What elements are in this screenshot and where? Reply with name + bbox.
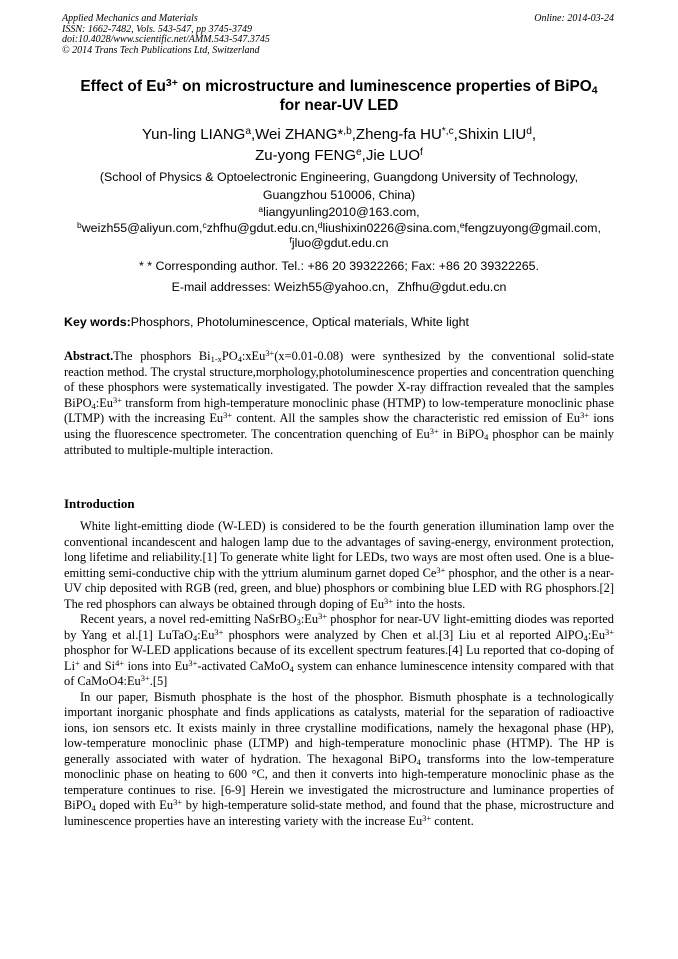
paper-title — [40, 77, 638, 115]
title-line-2: for near-UV LED — [279, 97, 399, 114]
doi-line: doi:10.4028/www.scientific.net/AMM.543-547.3745 — [62, 34, 270, 45]
affiliation — [40, 169, 638, 204]
authors-line-1: Yun-ling LIANG$^a$,Wei ZHANG*$^{,b}$,Zheng-fa $HU^{*,c},Shixin$ LIU$^d$, — [141, 125, 537, 143]
authors-line-2: Zu-yong FENG$^e$,Jie LUO$^f$ — [255, 146, 423, 164]
intro-paragraph-2: Recent years, a novel red-emitting $NaSrBO_3:Eu^{3+}$ phosphor for near-UV light-emitting diodes was reported by Yang et al.[1] $LuTaO_4:Eu^{3+}$ phosphors were analyzed by Chen et al.[3] Liu et al reported $AlPO_4:Eu^{3+}$ phosphor for W-LED applications because of its excellent spectrum features.[4] Lu reported that co-doping of Li+ and $Si^{4+}$ ions into $Eu^{3+}$-activated CaMoO$_4$ system can enhance luminescence intensity compared with that of $CaMoO4:Eu^{3+}.[5]$ — [64, 610, 614, 688]
abstract-label: Abstract. — [64, 349, 114, 363]
intro-paragraph-3: In our paper, Bismuth phosphate is the host of the phosphor. Bismuth phosphate is a technologically important inorganic phosphate and finds applications as catalysts, material for the separation of radioactive ions, ion sensors etc. It exists mainly in three crystalline modifications, namely the hexagonal phase (HP), low-temperature monoclinic phase (LTMP) and high-temperature monoclinic phase (HTMP). The HP is generally associated with water of hydration. The hexagonal BiPO$_4$ transforms into the low-temperature monoclinic phase on heating to 600 °C, and then it converts into high-temperature monoclinic phase as the temperature continues to rise. [6-9] Herein we investigated the microstructure and luminance properties of BiPO$_4$ doped with $Eu^{3+}$ by high-temperature solid-state method, and found that the phase, microstructure and luminescence properties have an interesting variety with the increase $Eu^{3+}$ content. — [64, 689, 614, 828]
introduction-body — [64, 519, 614, 829]
online-date: Online: 2014-03-24 — [534, 13, 614, 24]
title-line-1: Effect of $Eu^{3+}$ on microstructure and luminescence properties of BiPO$_4$ — [80, 77, 598, 97]
email-line-3: $^f$jluo@gdut.edu.cn — [289, 234, 389, 250]
journal-header — [62, 14, 614, 56]
intro-paragraph-1: White light-emitting diode (W-LED) is considered to be the fourth generation illumination lamp over the conventional incandescent and halogen lamp due to the advantages of saving-energy, environment protection, long lifetime and reliability.[1] To generate white light for LEDs, two ways are most often used. One is a blue-emitting semi-conductive chip with the yttrium aluminum garnet doped $Ce^{3+}$ phosphor, and the other is a near-UV chip deposited with RGB (red, green, and blue) phosphors or combining blue LED with RG phosphors.[2] The red phosphors can always be obtained through doping of $Eu^{3+}$ into the hosts. — [64, 519, 615, 611]
affiliation-line-1: (School of Physics & Optoelectronic Engineering, Guangdong University of Technology, — [99, 170, 579, 184]
email-line-1: $^a$liangyunling2010@163.com, — [258, 203, 420, 219]
copyright-line: © 2014 Trans Tech Publications Ltd, Switzerland — [62, 44, 260, 56]
affiliation-line-2: Guangzhou 510006, China) — [262, 187, 416, 202]
corresponding-contact: * * Corresponding author. Tel.: +86 20 39322266; Fax: +86 20 39322265. — [138, 259, 540, 273]
corresponding-author — [40, 256, 638, 298]
author-emails — [40, 205, 638, 252]
keywords-text: Phosphors, Photoluminescence, Optical materials, White light — [130, 315, 469, 329]
abstract: Abstract.The phosphors $Bi_{1-x}PO_4:xEu^{3+}(x=0.01-0.08)$ were synthesized by the conventional solid-state reaction method. The crystal structure,morphology,photoluminescence properties and concentration quenching of these phosphors were systematically investigated. The powder X-ray diffraction revealed that the samples $BiPO_4:Eu^{3+}$ transform from high-temperature monoclinic phase (HTMP) to low-temperature monoclinic phase (LTMP) with the increasing $Eu^{3+}$ content. All the samples show the characteristic red emission of $Eu^{3+}$ ions using the fluorescence spectrometer. The concentration quenching of $Eu^{3+}$ in BiPO$_4$ phosphor can be mainly attributed to multiple-multiple interaction. — [64, 347, 615, 457]
issn-line: ISSN: 1662-7482, Vols. 543-547, pp 3745-3749 — [62, 23, 252, 35]
keywords — [64, 314, 624, 330]
journal-name: Applied Mechanics and Materials — [62, 13, 198, 24]
email-line-2: $^b$weizh55@aliyun.com,$^c$zhfhu@gdut.edu.cn,$^d$liushixin0226@sina.com,$^e$fengzuyong@gmail.com, — [77, 219, 601, 235]
author-list — [40, 124, 638, 166]
introduction-heading: Introduction — [64, 496, 135, 511]
corresponding-emails: E-mail addresses: Weizh55@yahoo.cn，Zhfhu@gdut.edu.cn — [171, 280, 507, 294]
keywords-label: Key words: — [64, 315, 131, 329]
